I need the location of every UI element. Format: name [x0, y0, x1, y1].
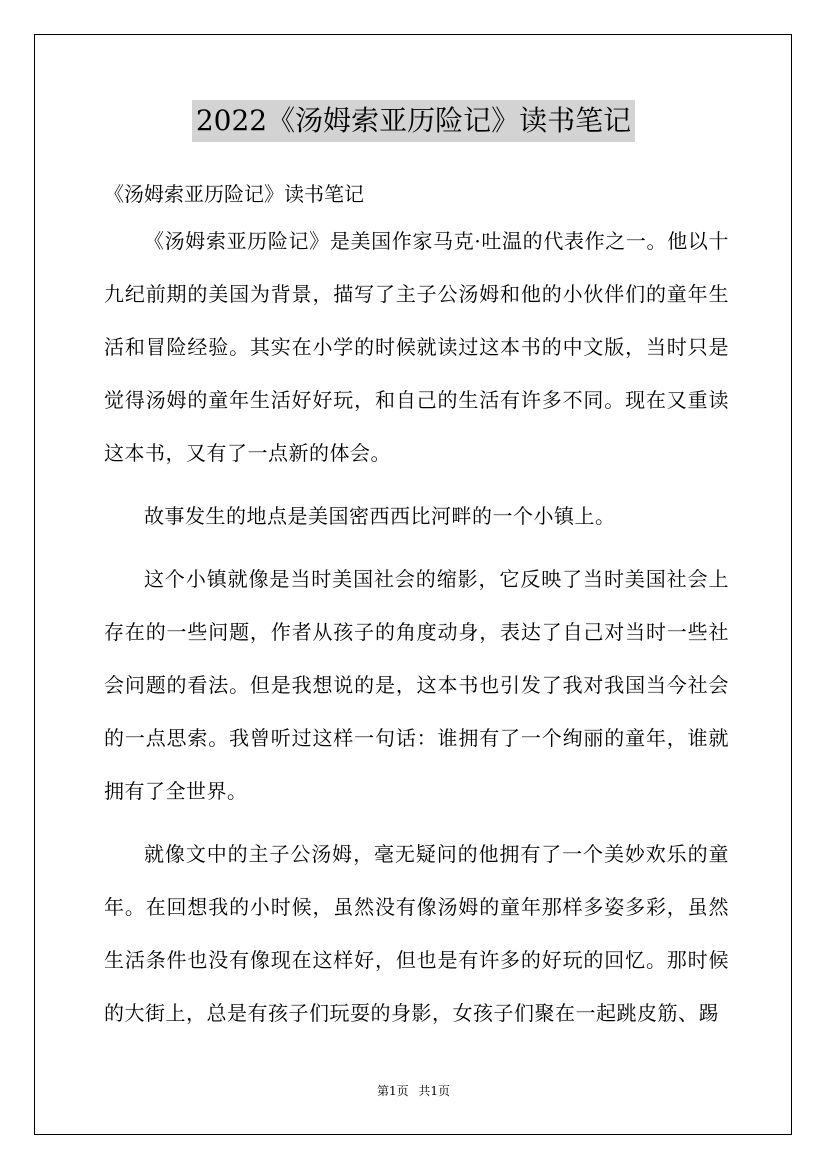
document-subtitle: 《汤姆索亚历险记》读书笔记	[104, 182, 364, 206]
paragraph-2: 故事发生的地点是美国密西西比河畔的一个小镇上。	[144, 504, 616, 528]
page-footer	[0, 1083, 827, 1099]
paragraph-3: 这个小镇就像是当时美国社会的缩影，它反映了当时美国社会上存在的一些问题，作者从孩子的角度动身，表达了自己对当时一些社会问题的看法。但是我想说的是，这本书也引发了我对我国当今社会的一点思索。我曾听过这样一句话：谁拥有了一个绚丽的童年，谁就拥有了全世界。	[104, 567, 729, 803]
document-title: 2022《汤姆索亚历险记》读书笔记	[192, 100, 635, 142]
paragraph-1: 《汤姆索亚历险记》是美国作家马克·吐温的代表作之一。他以十九纪前期的美国为背景，描写了主子公汤姆和他的小伙伴们的童年生活和冒险经验。其实在小学的时候就读过这本书的中文版，当时只是觉得汤姆的童年生活好好玩，和自己的生活有许多不同。现在又重读这本书，又有了一点新的体会。	[104, 229, 729, 465]
page-number: 第1页	[376, 1084, 409, 1098]
title-wrap	[0, 100, 827, 142]
page-total: 共1页	[418, 1084, 451, 1098]
paragraph-4: 就像文中的主子公汤姆，毫无疑问的他拥有了一个美妙欢乐的童年。在回想我的小时候，虽然没有像汤姆的童年那样多姿多彩，虽然生活条件也没有像现在这样好，但也是有许多的好玩的回忆。那时候的大街上，总是有孩子们玩耍的身影，女孩子们聚在一起跳皮筋、踢	[104, 842, 729, 1025]
document-body	[104, 176, 729, 1050]
